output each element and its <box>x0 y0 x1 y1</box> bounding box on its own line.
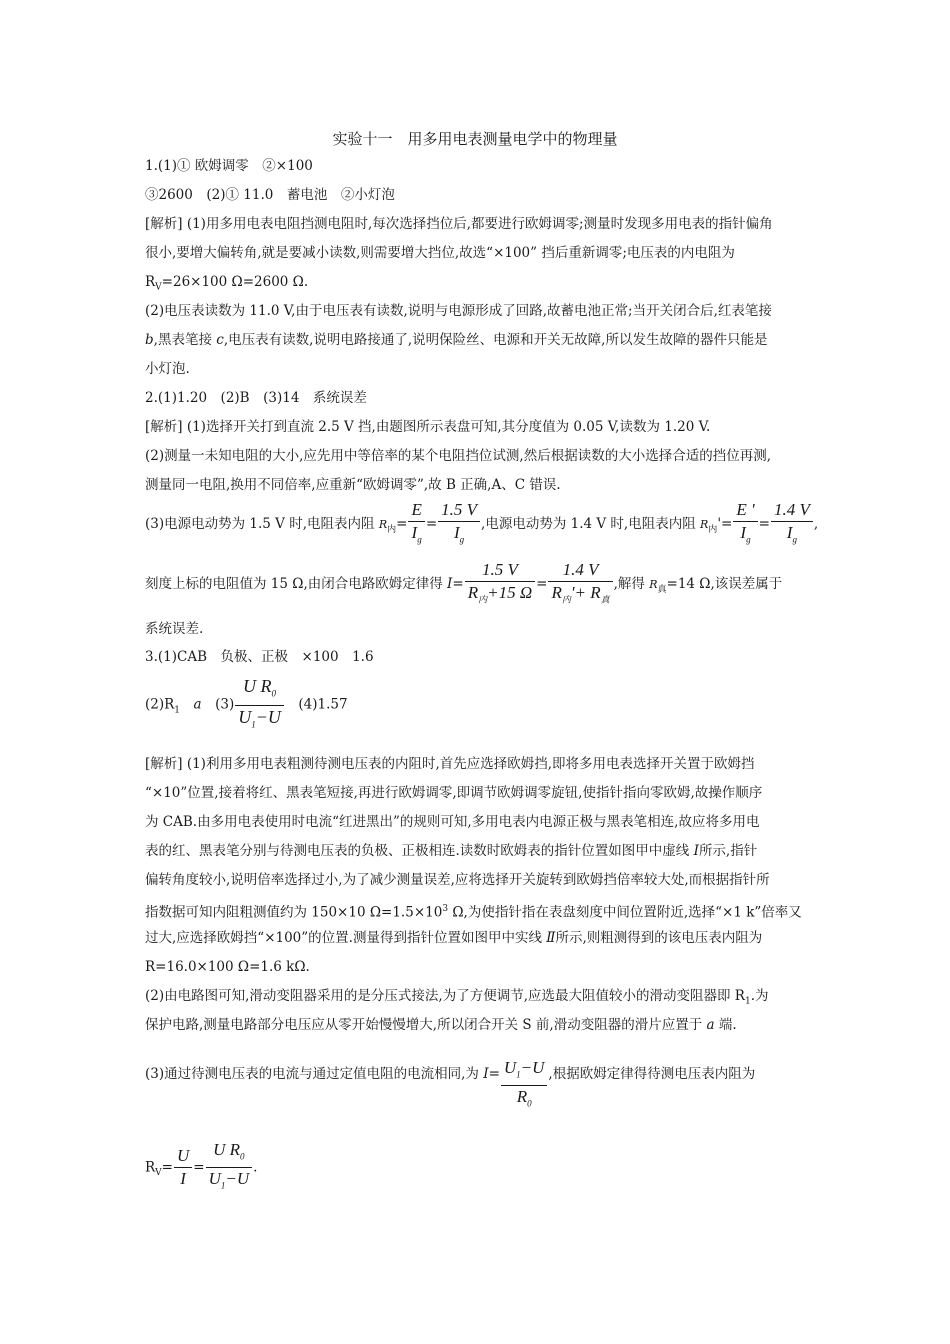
q2-analysis-line-1: [解析] (1)选择开关打到直流 2.5 V 挡,由题图所示表盘可知,其分度值为 0.05 V,读数为 1.20 V. <box>145 419 711 435</box>
q3-answer-line-2: $(2)R_1$ a (3) $\frac{U R_0}{U_1-U}$ (4)1.57 <box>145 676 810 734</box>
q3-analysis-line-9: (2)由电路图可知,滑动变阻器采用的是分压式接法,为了方便调节,应选最大阻值较小的滑动变阻器即 $R_1$.为 <box>145 988 769 1007</box>
q1-analysis-line-2: 很小,要增大偏转角,就是要减小读数,则需要增大挡位,故选“×100” 挡后重新调零;电压表的内电阻为 <box>145 245 735 261</box>
q3-analysis-line-1: [解析] (1)利用多用电表粗测待测电压表的内阻时,首先应选择欧姆挡,即将多用电表选择开关置于欧姆挡 <box>145 756 755 772</box>
q3-analysis-formula-line-2: $R_V=$ $\frac{U}{I}$ = $\frac{U R_0}{U_1-U}$ . <box>145 1140 810 1199</box>
fraction-e-over-ig: $\frac{E}{I_g}$ <box>408 500 424 549</box>
fraction-u1-minus-u-over-r0: $\frac{U_1-U}{R_0}$ <box>501 1058 548 1114</box>
fraction-14v-over-r-plus-r: $\frac{1.4 V}{R_内'+ R_真}$ <box>548 560 612 609</box>
q3-analysis-line-5: 偏转角度较小,说明倍率选择过小,为了减少测量误差,应将选择开关旋转到欧姆挡倍率较大处,而根据指针所 <box>145 872 770 888</box>
q3-analysis-line-6: 指数据可知内阻粗测值约为 150×10 $\Omega=1.5\times 10^3$ Ω,为使指针指在表盘刻度中间位置附近,选择“×1 k”倍率又 <box>145 904 802 921</box>
fraction-u-over-i: $\frac{U}{I}$ <box>174 1146 192 1189</box>
q3-analysis-line-7: 过大,应选择欧姆挡“×100”的位置.测量得到指针位置如图甲中实线 Ⅱ所示,则粗测得到的该电压表内阻为 <box>145 930 763 946</box>
q1-analysis-line-1: [解析] (1)用多用电表电阻挡测电阻时,每次选择挡位后,都要进行欧姆调零;测量时发现多用电表的指针偏角 <box>145 216 773 232</box>
q3-answer-line-1: 3.(1)CAB 负极、正极 ×100 1.6 <box>145 649 374 665</box>
fraction-15v-over-r-plus-15: $\frac{1.5 V}{R_内+15 \Omega}$ <box>465 560 535 609</box>
q2-answer-line: 2.(1)1.20 (2)B (3)14 系统误差 <box>145 390 367 406</box>
q1-analysis-line-3: $R_V=26\times 100$ Ω=2600 Ω. <box>145 274 309 293</box>
fraction-eprime-over-ig: $\frac{E '}{I_g}$ <box>733 500 757 549</box>
fraction-ur0-over-u1-minus-u: $\frac{U R_0}{U_1-U}$ <box>235 676 284 734</box>
q1-analysis-line-4: (2)电压表读数为 11.0 V,由于电压表有读数,说明与电源形成了回路,故蓄电池正常;当开关闭合后,红表笔接 <box>145 303 772 319</box>
q1-answer-line-1: 1.(1)① 欧姆调零 ②×100 <box>145 158 313 174</box>
q3-analysis-line-10: 保护电路,测量电路部分电压应从零开始慢慢增大,所以闭合开关 S 前,滑动变阻器的滑片应置于 a 端. <box>145 1017 737 1033</box>
q1-analysis-line-5: b,黑表笔接 c,电压表有读数,说明电路接通了,说明保险丝、电源和开关无故障,所以发生故障的器件只能是 <box>145 332 768 348</box>
q2-analysis-formula-line-2: 刻度上标的电阻值为 15 Ω,由闭合电路欧姆定律得 I= $\frac{1.5 V}{R_内+15 \Omega}$ = $\frac{1.4 V}{R_内'+ R_真}$ ,解得 $R_真=14$ Ω,该误差属于 <box>145 560 810 614</box>
q3-analysis-line-3: 为 CAB.由多用电表使用时电流“红进黑出”的规则可知,多用电表内电源正极与黑表笔相连,故应将多用电 <box>145 814 760 830</box>
q3-analysis-formula-line-1: (3)通过待测电压表的电流与通过定值电阻的电流相同,为 I= $\frac{U_1-U}{R_0}$ ,根据欧姆定律得待测电压表内阻为 <box>145 1050 810 1113</box>
page-title: 实验十一 用多用电表测量电学中的物理量 <box>332 130 618 148</box>
q3-analysis-line-2: “×10”位置,接着将红、黑表笔短接,再进行欧姆调零,即调节欧姆调零旋钮,使指针指向零欧姆,故操作顺序 <box>145 785 763 801</box>
q2-analysis-line-2: (2)测量一未知电阻的大小,应先用中等倍率的某个电阻挡位试测,然后根据读数的大小选择合适的挡位再测, <box>145 448 771 464</box>
fraction-14v-over-ig: $\frac{1.4 V}{I_g}$ <box>771 500 813 549</box>
q3-analysis-line-4: 表的红、黑表笔分别与待测电压表的负极、正极相连.读数时欧姆表的指针位置如图甲中虚线 Ⅰ所示,指针 <box>145 843 758 859</box>
fraction-15v-over-ig: $\frac{1.5 V}{I_g}$ <box>438 500 480 549</box>
q2-analysis-line-4: 系统误差. <box>145 621 204 637</box>
fraction-ur0-over-u1-minus-u-final: $\frac{U R_0}{U_1-U}$ <box>206 1140 253 1196</box>
q3-analysis-line-8: R=16.0×100 Ω=1.6 kΩ. <box>145 959 310 975</box>
q1-analysis-line-6: 小灯泡. <box>145 361 190 377</box>
q2-analysis-formula-line-1: (3)电源电动势为 1.5 V 时,电阻表内阻 $R_内=$ $\frac{E}{I_g}$ = $\frac{1.5 V}{I_g}$ ,电源电动势为 1.4 V 时,电阻表内阻 $R_内'=$ $\frac{E '}{I_g}$ = $\frac{1.4 V}{I_g}$ , <box>145 500 810 554</box>
q2-analysis-line-3: 测量同一电阻,换用不同倍率,应重新“欧姆调零”,故 B 正确,A、C 错误. <box>145 477 561 493</box>
q1-answer-line-2: ③2600 (2)① 11.0 蓄电池 ②小灯泡 <box>145 187 395 203</box>
